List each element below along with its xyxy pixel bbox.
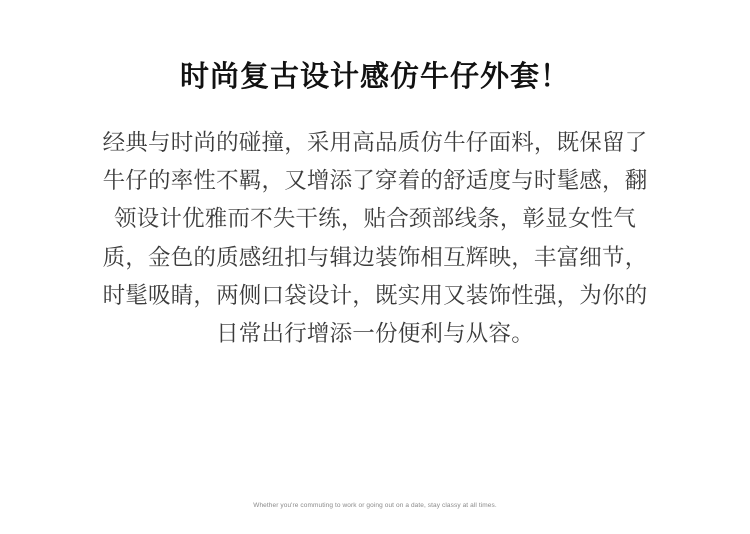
product-description: 经典与时尚的碰撞，采用高品质仿牛仔面料，既保留了牛仔的率性不羁，又增添了穿着的舒适度与时髦感，翻领设计优雅而不失干练，贴合颈部线条，彰显女性气质，金色的质感纽扣与辑边装饰相互辉映，丰富细节，时髦吸睛，两侧口袋设计，既实用又装饰性强，为你的日常出行增添一份便利与从容。 [102, 130, 648, 348]
footer-tagline: Whether you're commuting to work or going out on a date, stay classy at all times. [253, 502, 497, 509]
page-title: 时尚复古设计感仿牛仔外套！ [179, 59, 570, 93]
